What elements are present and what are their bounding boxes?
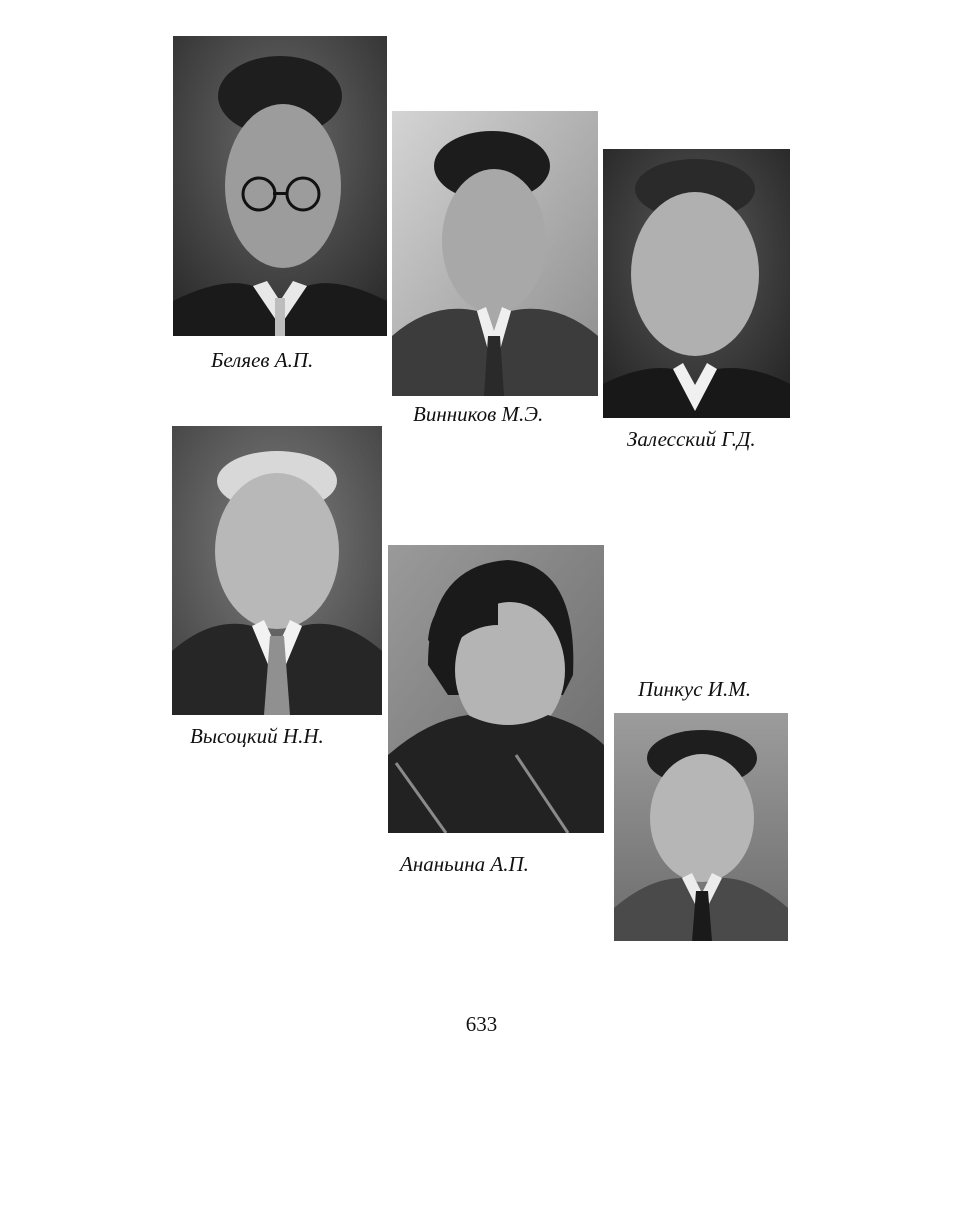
portrait-image-vysotsky — [172, 426, 382, 715]
portrait-photo-belyaev — [173, 36, 387, 336]
portrait-image-pinkus — [614, 713, 788, 941]
page-number: 633 — [465, 1012, 498, 1036]
caption-belyaev: Беляев А.П. — [211, 348, 314, 372]
portrait-photo-ananina — [388, 545, 604, 833]
portrait-image-belyaev — [173, 36, 387, 336]
portrait-photo-vinnikov — [392, 111, 598, 396]
portrait-photo-vysotsky — [172, 426, 382, 715]
portrait-image-zalessky — [603, 149, 790, 418]
portrait-image-ananina — [388, 545, 604, 833]
portrait-photo-zalessky — [603, 149, 790, 418]
caption-vinnikov: Винников М.Э. — [413, 402, 544, 426]
caption-ananina: Ананьина А.П. — [400, 852, 529, 876]
caption-pinkus: Пинкус И.М. — [638, 677, 751, 701]
portrait-image-vinnikov — [392, 111, 598, 396]
caption-zalessky: Залесский Г.Д. — [627, 427, 756, 451]
portrait-photo-pinkus — [614, 713, 788, 941]
caption-vysotsky: Высоцкий Н.Н. — [190, 724, 324, 748]
